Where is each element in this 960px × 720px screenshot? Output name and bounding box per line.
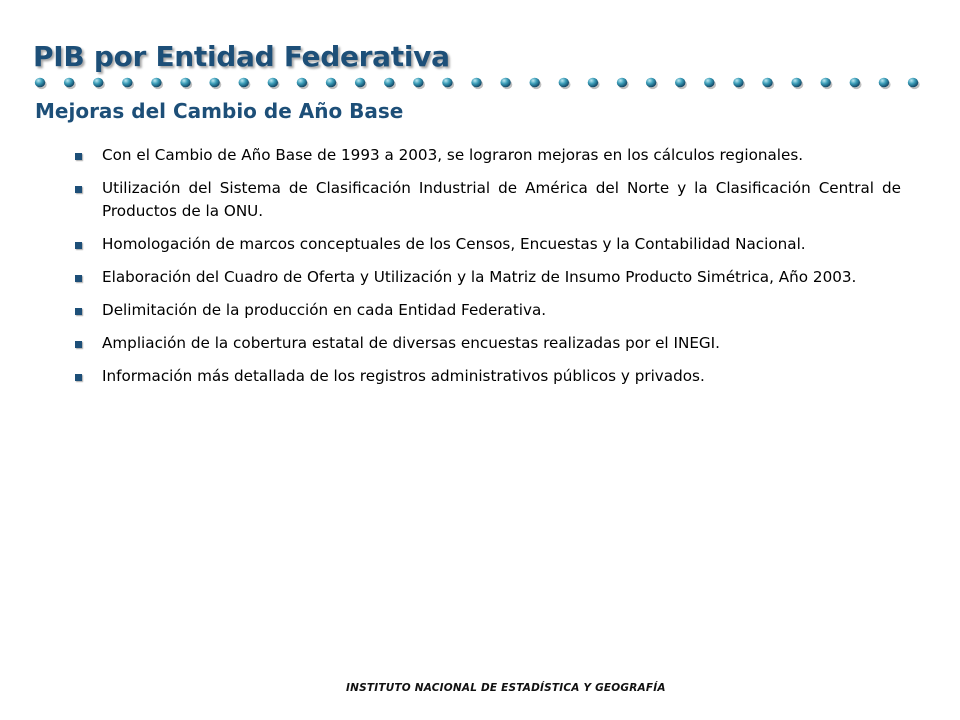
square-bullet-icon [75,186,82,193]
decorative-dot-divider [30,75,930,91]
bullet-item [75,365,901,388]
dot-icon [180,78,190,88]
slide-title: PIB por Entidad Federativa [33,40,450,73]
dot-icon [617,78,627,88]
dot-icon [122,78,132,88]
dot-icon [442,78,452,88]
dot-icon [471,78,481,88]
dot-icon [850,78,860,88]
dot-icon [384,78,394,88]
dot-icon [209,78,219,88]
bullet-text: Utilización del Sistema de Clasificación Industrial de América del Norte y la Clasificación Central de Productos de la ONU. [102,179,901,220]
bullet-item [75,299,901,322]
dot-icon [500,78,510,88]
square-bullet-icon [75,275,82,282]
dot-icon [879,78,889,88]
dot-icon [908,78,918,88]
dot-icon [413,78,423,88]
bullet-item [75,266,901,289]
bullet-list [75,144,901,398]
dot-icon [268,78,278,88]
square-bullet-icon [75,242,82,249]
dot-icon [675,78,685,88]
square-bullet-icon [75,341,82,348]
bullet-text: Ampliación de la cobertura estatal de diversas encuestas realizadas por el INEGI. [102,334,720,352]
dot-icon [326,78,336,88]
bullet-item [75,144,901,167]
dot-icon [297,78,307,88]
dot-icon [588,78,598,88]
dot-icon [355,78,365,88]
bullet-text: Con el Cambio de Año Base de 1993 a 2003, se lograron mejoras en los cálculos regionales. [102,146,804,164]
bullet-text: Información más detallada de los registros administrativos públicos y privados. [102,367,705,385]
bullet-item [75,177,901,223]
dot-icon [239,78,249,88]
dot-icon [821,78,831,88]
square-bullet-icon [75,374,82,381]
bullet-text: Delimitación de la producción en cada Entidad Federativa. [102,301,547,319]
slide-subtitle: Mejoras del Cambio de Año Base [35,99,404,123]
dot-icon [704,78,714,88]
footer-institution: INSTITUTO NACIONAL DE ESTADÍSTICA Y GEOGRAFÍA [346,682,666,694]
dot-icon [530,78,540,88]
bullet-item [75,233,901,256]
dot-icon [64,78,74,88]
dot-icon [733,78,743,88]
dot-icon [646,78,656,88]
bullet-text: Elaboración del Cuadro de Oferta y Utilización y la Matriz de Insumo Producto Simétrica, Año 2003. [102,268,857,286]
square-bullet-icon [75,308,82,315]
dot-icon [559,78,569,88]
dot-icon [151,78,161,88]
dot-icon [35,78,45,88]
dot-icon [762,78,772,88]
dot-icon [93,78,103,88]
square-bullet-icon [75,153,82,160]
dot-icon [791,78,801,88]
bullet-text: Homologación de marcos conceptuales de los Censos, Encuestas y la Contabilidad Nacional. [102,235,806,253]
bullet-item [75,332,901,355]
